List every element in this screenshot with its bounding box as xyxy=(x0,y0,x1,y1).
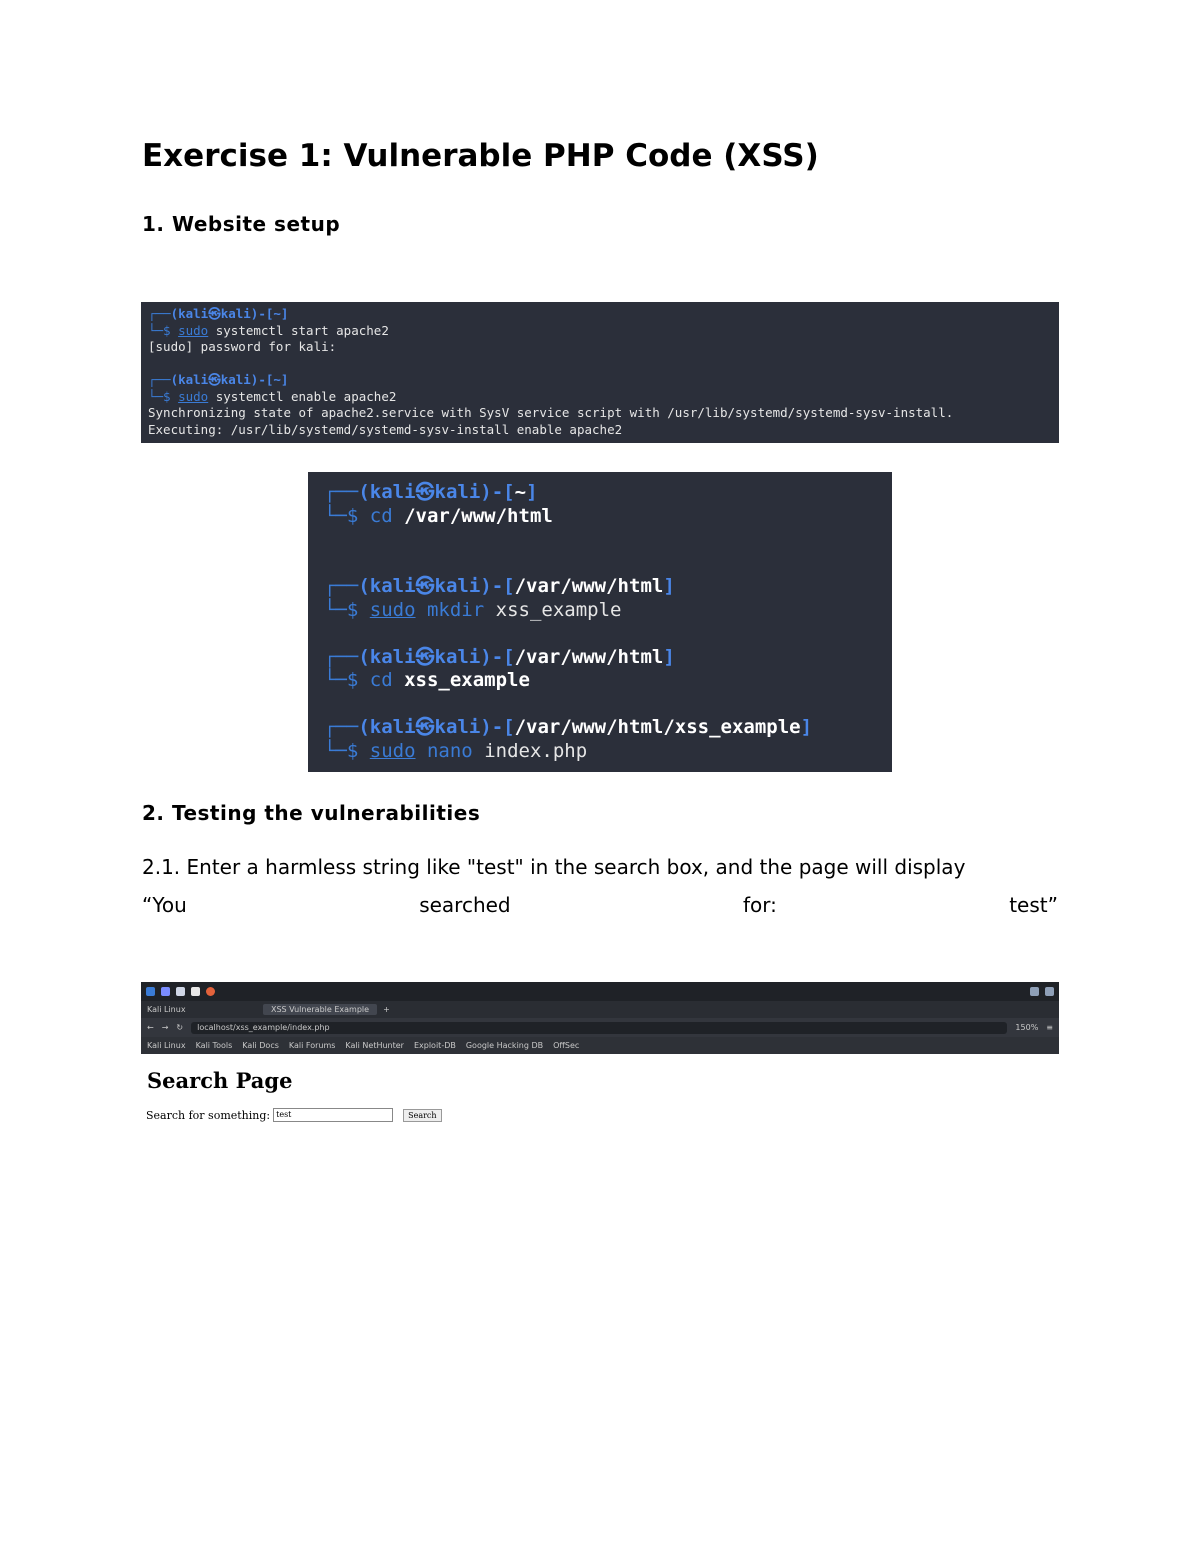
reload-icon[interactable]: ↻ xyxy=(176,1023,184,1032)
bookmark-item[interactable]: OffSec xyxy=(553,1041,580,1050)
browser-screenshot xyxy=(141,982,1059,1054)
command: mkdir xyxy=(426,598,485,621)
new-tab-icon[interactable]: + xyxy=(383,1005,390,1014)
bookmark-item[interactable]: Kali Forums xyxy=(288,1041,336,1050)
search-label: Search for something: xyxy=(146,1108,271,1122)
prompt: (kali㉿kali)-[~] xyxy=(170,306,289,321)
tab-xss-example[interactable]: XSS Vulnerable Example xyxy=(263,1004,377,1015)
workspace-icon[interactable] xyxy=(161,987,170,996)
command-sudo: sudo xyxy=(369,739,416,762)
prompt: (kali㉿kali)-[ xyxy=(358,645,515,668)
command-arg: index.php xyxy=(484,739,588,762)
bookmark-item[interactable]: Kali Docs xyxy=(242,1041,279,1050)
bookmark-item[interactable]: Kali Tools xyxy=(195,1041,233,1050)
command-arg: /var/www/html xyxy=(404,504,553,527)
search-form xyxy=(146,1108,442,1122)
command-sudo: sudo xyxy=(178,322,209,338)
command: cd xyxy=(369,504,393,527)
firefox-icon[interactable] xyxy=(206,987,215,996)
bookmark-item[interactable]: Exploit-DB xyxy=(413,1041,456,1050)
forward-icon[interactable]: → xyxy=(161,1023,169,1032)
terminal-screenshot-1: ┌──(kali㉿kali)-[~] └─$ sudo systemctl start apache2 [sudo] password for kali: ┌──(kali㉿kali)-[~] └─$ sudo systemctl enable apache2 Synchronizing state of apache2.service with SysV service script with /usr/lib/systemd/systemd-sysv-install. Executing: /usr/lib/systemd/systemd-sysv-install enable apache2 xyxy=(141,302,1059,443)
system-tray-icon[interactable] xyxy=(1030,987,1039,996)
files-icon[interactable] xyxy=(176,987,185,996)
lock-icon[interactable] xyxy=(1045,987,1054,996)
back-icon[interactable]: ← xyxy=(147,1023,154,1032)
prompt-dir: /var/www/html/xss_example xyxy=(514,716,801,738)
prompt-dir: /var/www/html xyxy=(514,575,664,597)
url-input[interactable]: localhost/xss_example/index.php xyxy=(191,1022,1007,1034)
bookmark-item[interactable]: Google Hacking DB xyxy=(465,1041,544,1050)
prompt: (kali㉿kali)-[ xyxy=(358,716,515,738)
bookmark-item[interactable]: Kali Linux xyxy=(147,1041,186,1050)
output-line: Executing: /usr/lib/systemd/systemd-sysv-install enable apache2 xyxy=(148,421,623,437)
command-text: systemctl enable apache2 xyxy=(215,388,397,404)
terminal-icon[interactable] xyxy=(191,987,200,996)
section-heading-testing: 2. Testing the vulnerabilities xyxy=(142,801,481,825)
command: cd xyxy=(369,669,393,691)
section-heading-website-setup: 1. Website setup xyxy=(142,212,341,236)
command-text: systemctl start apache2 xyxy=(215,322,389,338)
step-paragraph: 2.1. Enter a harmless string like "test" in the search box, and the page will display xyxy=(142,855,966,879)
prompt-dir: ~ xyxy=(514,481,527,503)
kali-menu-icon[interactable] xyxy=(146,987,155,996)
command-sudo: sudo xyxy=(369,598,416,621)
bookmarks-bar xyxy=(141,1037,1059,1054)
bookmark-item[interactable]: Kali NetHunter xyxy=(345,1041,404,1050)
search-button[interactable]: Search xyxy=(403,1109,441,1122)
output-line: [sudo] password for kali: xyxy=(148,339,337,354)
desktop-taskbar xyxy=(141,982,1059,1001)
menu-icon[interactable]: ≡ xyxy=(1046,1023,1053,1032)
browser-url-bar xyxy=(141,1018,1059,1037)
command: nano xyxy=(426,739,473,762)
tab-kali-linux[interactable]: Kali Linux xyxy=(147,1005,186,1014)
command-arg: xss_example xyxy=(404,669,530,691)
prompt: (kali㉿kali)-[ xyxy=(358,575,515,597)
search-page-heading: Search Page xyxy=(147,1068,293,1093)
search-input[interactable]: test xyxy=(273,1108,393,1122)
step-paragraph-line2: “You searched for: test” xyxy=(142,893,1058,917)
zoom-level[interactable]: 150% xyxy=(1015,1023,1039,1032)
terminal-screenshot-2: ┌──(kali㉿kali)-[~] └─$ cd /var/www/html ┌──(kali㉿kali)-[/var/www/html] └─$ sudo mkdir xss_example ┌──(kali㉿kali)-[/var/www/html] └─$ cd xss_example ┌──(kali㉿kali)-[/var/www/html/xss_example] └─$ sudo nano index.php xyxy=(308,472,892,772)
command-sudo: sudo xyxy=(178,388,209,404)
browser-tab-bar xyxy=(141,1001,1059,1018)
command-arg: xss_example xyxy=(495,598,622,621)
prompt: (kali㉿kali)-[ xyxy=(358,481,515,503)
document-title: Exercise 1: Vulnerable PHP Code (XSS) xyxy=(142,138,819,174)
prompt-dir: /var/www/html xyxy=(514,645,664,668)
output-line: Synchronizing state of apache2.service with SysV service script with /usr/lib/systemd/systemd-sysv-install. xyxy=(148,405,954,420)
prompt: (kali㉿kali)-[~] xyxy=(170,372,289,387)
